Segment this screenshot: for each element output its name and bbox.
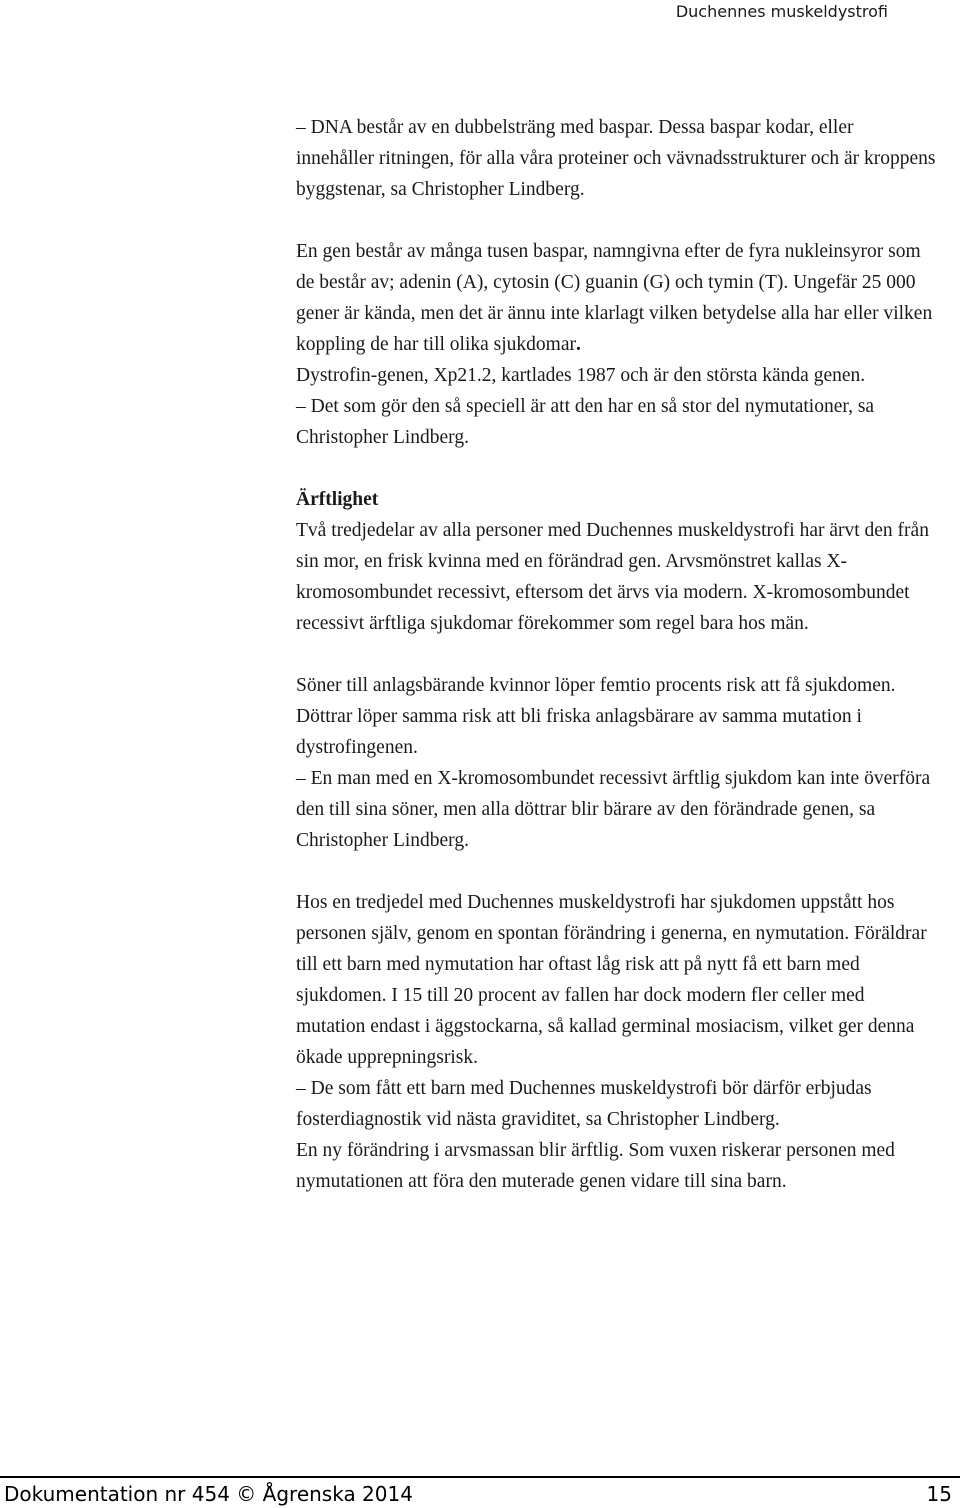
paragraph-dystrofin: Dystrofin-genen, Xp21.2, kartlades 1987 och är den största kända genen. [296, 365, 866, 386]
paragraph-gene-period: . [576, 334, 581, 355]
page-footer [0, 1476, 960, 1508]
paragraph-sons-risk: Söner till anlagsbärande kvinnor löper femtio procents risk att få sjukdomen. Döttrar löper samma risk att bli friska anlagsbärare av samma mutation i dystrofingenen. [296, 675, 896, 758]
footer-publication: Dokumentation nr 454 © Ågrenska 2014 [4, 1482, 413, 1506]
paragraph-gene [296, 236, 936, 360]
running-header: Duchennes muskeldystrofi [675, 2, 888, 21]
paragraph-gene-text: En gen består av många tusen baspar, namngivna efter de fyra nukleinsyror som de består av; adenin (A), cytosin (C) guanin (G) och tymin (T). Ungefär 25 000 gener är kända, men det är ännu inte klarlagt vilken betydelse alla har eller vilken koppling de har till olika sjukdomar [296, 241, 933, 355]
paragraph-prenatal-quote: – De som fått ett barn med Duchennes muskeldystrofi bör därför erbjudas fosterdiagnostik vid nästa graviditet, sa Christopher Lindberg. [296, 1078, 872, 1130]
paragraph-inheritance: Två tredjedelar av alla personer med Duchennes muskeldystrofi har ärvt den från sin mor, en frisk kvinna med en förändrad gen. Arvsmönstret kallas X-kromosombundet recessivt, eftersom det ärvs via modern. X-kromosombundet recessivt ärftliga sjukdomar förekommer som regel bara hos män. [296, 520, 929, 634]
paragraph-heritable: En ny förändring i arvsmassan blir ärftlig. Som vuxen riskerar personen med nymutationen att föra den muterade genen vidare till sina barn. [296, 1140, 895, 1192]
page-number: 15 [926, 1482, 952, 1506]
paragraph-dna: – DNA består av en dubbelsträng med baspar. Dessa baspar kodar, eller innehåller ritningen, för alla våra proteiner och vävnadsstrukturer och är kroppens byggstenar, sa Christopher Lindberg. [296, 117, 936, 200]
section-heading: Ärftlighet [296, 489, 379, 510]
article-body [296, 112, 936, 1197]
paragraph-father-quote: – En man med en X-kromosombundet recessivt ärftlig sjukdom kan inte överföra den till sina söner, men alla döttrar blir bärare av den förändrade genen, sa Christopher Lindberg. [296, 768, 931, 851]
paragraph-new-mutation: Hos en tredjedel med Duchennes muskeldystrofi har sjukdomen uppstått hos personen själv, genom en spontan förändring i generna, en nymutation. Föräldrar till ett barn med nymutation har oftast låg risk att på nytt få ett barn med sjukdomen. I 15 till 20 procent av fallen har dock modern fler celler med mutation endast i äggstockarna, så kallad germinal mosiacism, vilket ger denna ökade upprepningsrisk. [296, 892, 927, 1068]
paragraph-nymutation-quote: – Det som gör den så speciell är att den har en så stor del nymutationer, sa Christopher Lindberg. [296, 396, 875, 448]
